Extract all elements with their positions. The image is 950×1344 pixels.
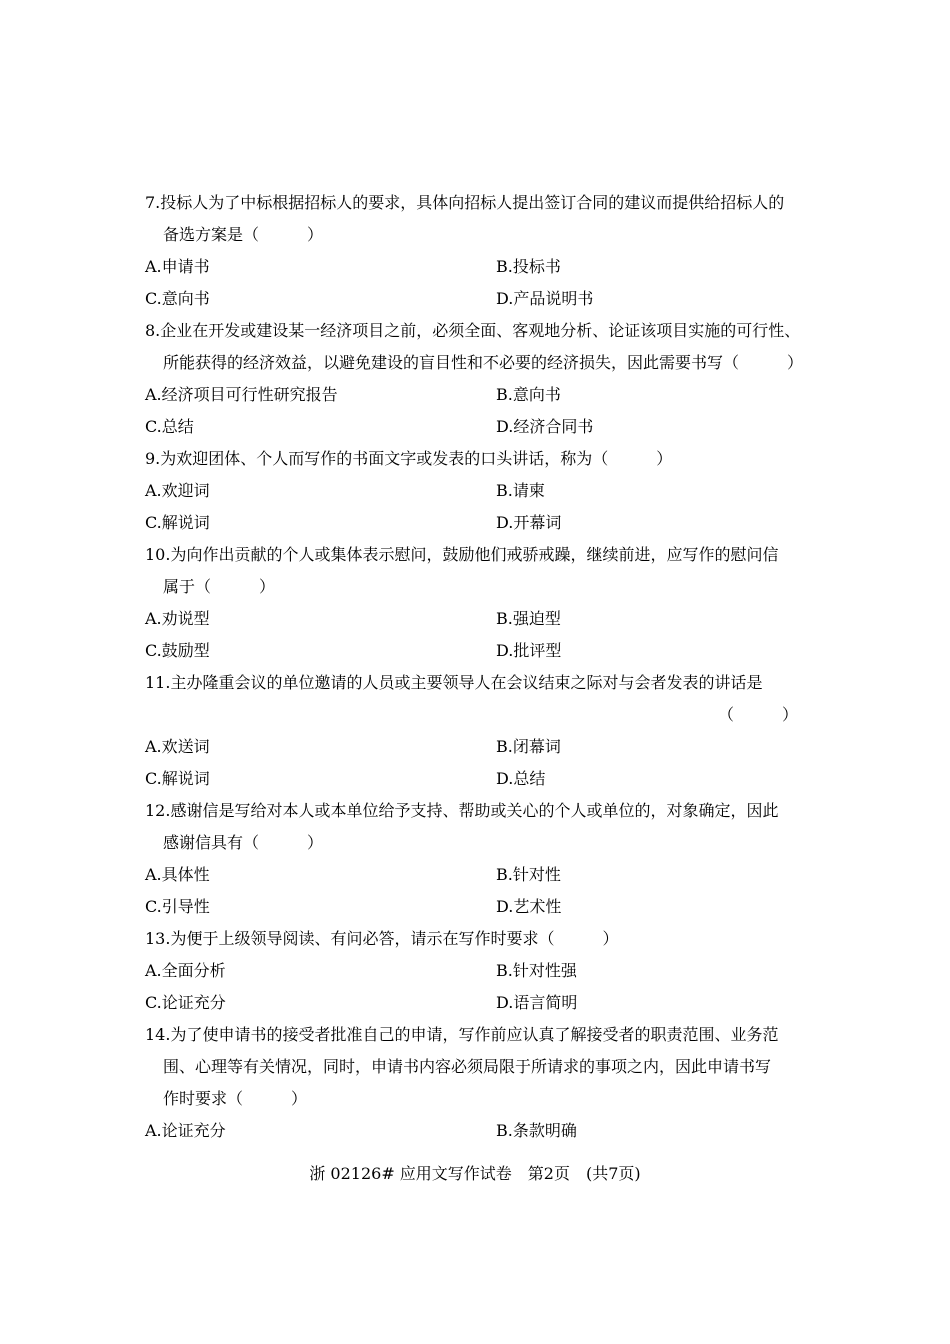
- q12-option-a: A.具体性: [145, 865, 210, 884]
- question-10-text-cont: 属于（ ）: [163, 577, 276, 596]
- question-14-text-cont: 围、心理等有关情况，同时，申请书内容必须局限于所请求的事项之内，因此申请书写: [163, 1057, 772, 1076]
- q11-option-d: D.总结: [496, 769, 546, 788]
- q9-option-b: B.请柬: [496, 481, 545, 500]
- q11-option-c: C.解说词: [145, 769, 210, 788]
- q10-option-a: A.劝说型: [145, 609, 210, 628]
- q12-option-d: D.艺术性: [496, 897, 562, 916]
- question-9-text: 9.为欢迎团体、个人而写作的书面文字或发表的口头讲话，称为（ ）: [145, 449, 673, 468]
- q7-option-d: D.产品说明书: [496, 289, 594, 308]
- q9-option-a: A.欢迎词: [145, 481, 210, 500]
- q10-option-c: C.鼓励型: [145, 641, 210, 660]
- q7-option-b: B.投标书: [496, 257, 561, 276]
- q10-option-d: D.批评型: [496, 641, 562, 660]
- q13-option-c: C.论证充分: [145, 993, 226, 1012]
- q14-option-b: B.条款明确: [496, 1121, 577, 1140]
- question-11-answer-blank: （ ）: [717, 705, 798, 724]
- question-14-text: 14.为了使申请书的接受者批准自己的申请，写作前应认真了解接受者的职责范围、业务范: [145, 1025, 779, 1044]
- q8-option-d: D.经济合同书: [496, 417, 594, 436]
- q9-option-d: D.开幕词: [496, 513, 562, 532]
- question-7-text: 7.投标人为了中标根据招标人的要求，具体向招标人提出签订合同的建议而提供给招标人的: [145, 193, 785, 212]
- question-8-text-cont: 所能获得的经济效益，以避免建设的盲目性和不必要的经济损失，因此需要书写（ ）: [163, 353, 804, 372]
- question-12-text-cont: 感谢信具有（ ）: [163, 833, 324, 852]
- q14-option-a: A.论证充分: [145, 1121, 226, 1140]
- question-14-text-cont-2: 作时要求（ ）: [163, 1089, 308, 1108]
- question-10-text: 10.为向作出贡献的个人或集体表示慰问，鼓励他们戒骄戒躁，继续前进，应写作的慰问信: [145, 545, 779, 564]
- q7-option-c: C.意向书: [145, 289, 210, 308]
- question-8-text: 8.企业在开发或建设某一经济项目之前，必须全面、客观地分析、论证该项目实施的可行性、: [145, 321, 801, 340]
- q13-option-a: A.全面分析: [145, 961, 226, 980]
- question-13-text: 13.为便于上级领导阅读、有问必答，请示在写作时要求（ ）: [145, 929, 619, 948]
- q12-option-c: C.引导性: [145, 897, 210, 916]
- q8-option-c: C.总结: [145, 417, 194, 436]
- question-12-text: 12.感谢信是写给对本人或本单位给予支持、帮助或关心的个人或单位的，对象确定，因此: [145, 801, 779, 820]
- question-7-text-cont: 备选方案是（ ）: [163, 225, 324, 244]
- q11-option-a: A.欢送词: [145, 737, 210, 756]
- q11-option-b: B.闭幕词: [496, 737, 561, 756]
- q12-option-b: B.针对性: [496, 865, 561, 884]
- q13-option-b: B.针对性强: [496, 961, 577, 980]
- q8-option-b: B.意向书: [496, 385, 561, 404]
- q8-option-a: A.经济项目可行性研究报告: [145, 385, 338, 404]
- q9-option-c: C.解说词: [145, 513, 210, 532]
- q10-option-b: B.强迫型: [496, 609, 561, 628]
- question-11-text: 11.主办隆重会议的单位邀请的人员或主要领导人在会议结束之际对与会者发表的讲话是: [145, 673, 763, 692]
- page-footer: 浙 02126# 应用文写作试卷 第2页 (共7页): [309, 1164, 641, 1183]
- q13-option-d: D.语言简明: [496, 993, 578, 1012]
- q7-option-a: A.申请书: [145, 257, 210, 276]
